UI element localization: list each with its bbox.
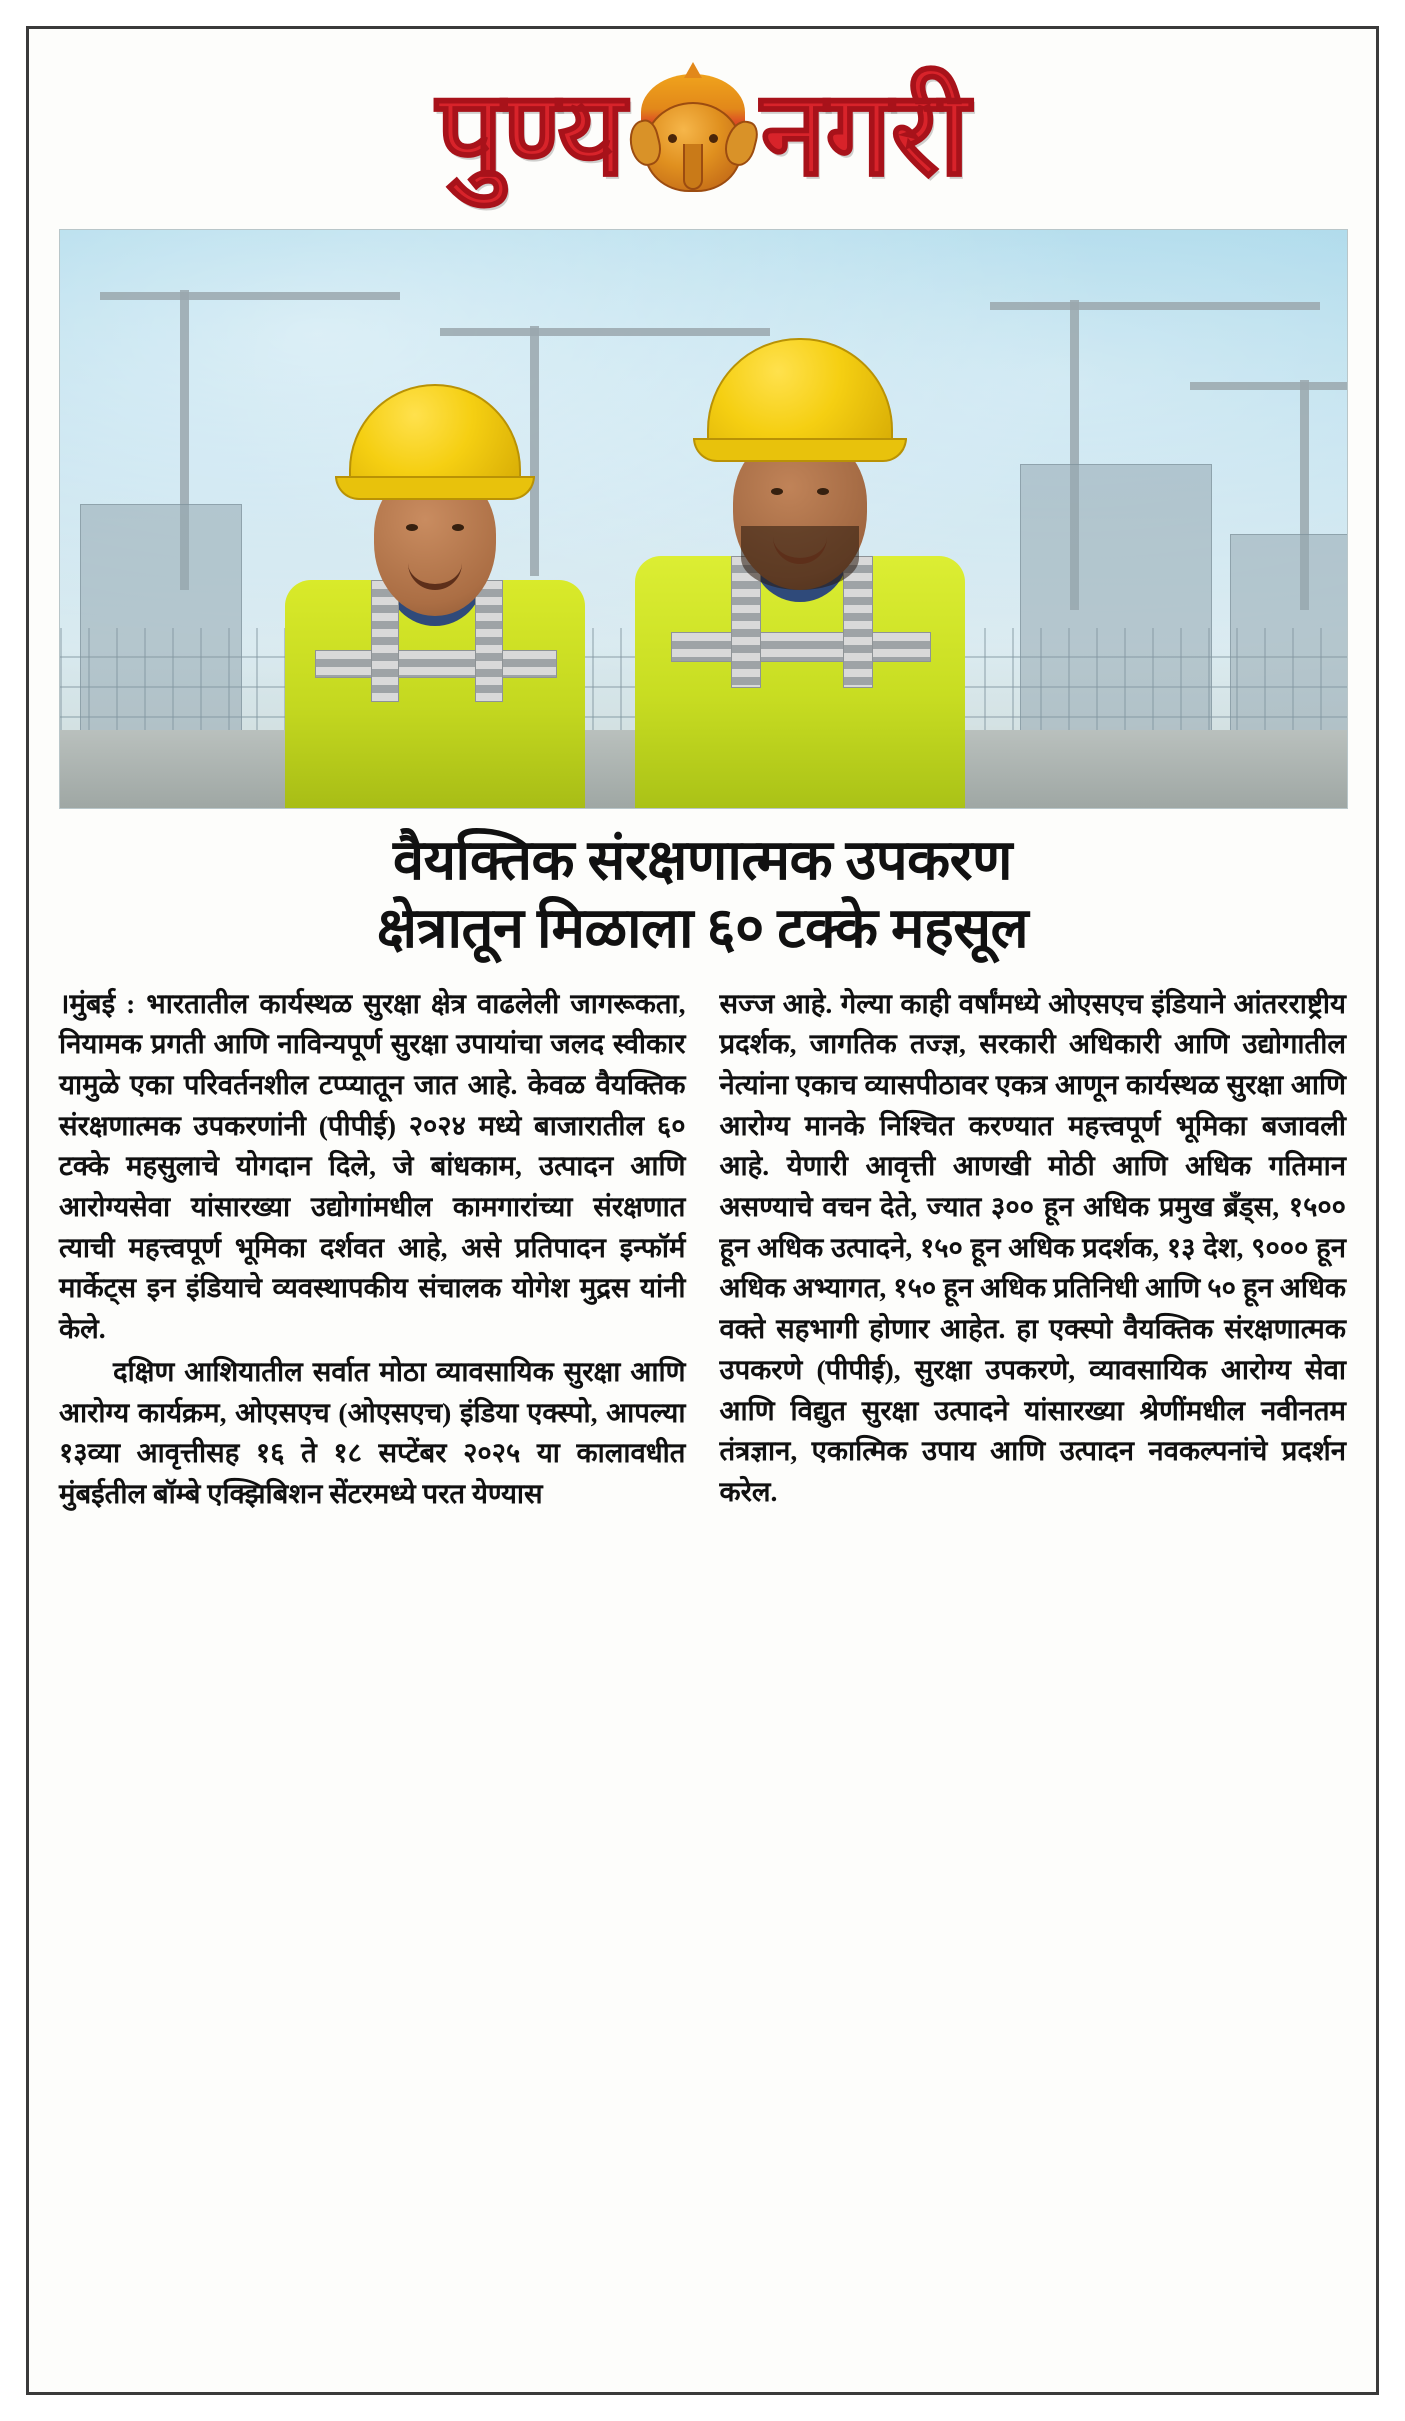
crane-jib	[440, 328, 770, 336]
emblem-trunk	[683, 144, 703, 190]
female-worker	[270, 378, 600, 808]
male-worker	[620, 338, 980, 808]
crane-jib	[990, 302, 1320, 310]
article-photo	[59, 229, 1348, 809]
safety-vest	[635, 556, 965, 808]
reflective-stripe	[315, 650, 557, 678]
article-column-left	[59, 984, 686, 1517]
article-paragraph	[59, 984, 686, 1350]
article-paragraph: दक्षिण आशियातील सर्वात मोठा व्यावसायिक सुरक्षा आणि आरोग्य कार्यक्रम, ओएसएच (ओएसएच) इंडिया एक्स्पो, आपल्या १३व्या आवृत्तीसह १६ ते १८ सप्टेंबर २०२५ या कालावधीत मुंबईतील बॉम्बे एक्झिबिशन सेंटरमध्ये परत येण्यास	[59, 1355, 686, 1509]
crane-jib	[1190, 382, 1348, 390]
headline-line-1: वैयक्तिक संरक्षणात्मक उपकरण	[392, 830, 1013, 892]
worker-eyes	[374, 524, 496, 531]
masthead-word-right: नगरी	[760, 69, 969, 200]
safety-helmet-icon	[349, 384, 521, 492]
safety-helmet-icon	[707, 338, 893, 454]
dateline-mark: ।	[59, 987, 70, 1019]
article-column-right	[720, 984, 1347, 1517]
worker-eyes	[733, 488, 867, 495]
paragraph-text: भारतातील कार्यस्थळ सुरक्षा क्षेत्र वाढलेली जागरूकता, नियामक प्रगती आणि नाविन्यपूर्ण सुरक्षा उपायांचा जलद स्वीकार यामुळे एका परिवर्तनशील टप्प्यातून जात आहे. केवळ वैयक्तिक संरक्षणात्मक उपकरणांनी (पीपीई) २०२४ मध्ये बाजारातील ६० टक्के महसुलाचे योगदान दिले, जे बांधकाम, उत्पादन आणि आरोग्यसेवा यांसारख्या उद्योगांमधील कामगारांच्या संरक्षणात त्याची महत्त्वपूर्ण भूमिका दर्शवत आहे, असे प्रतिपादन इन्फॉर्म मार्केट्स इन इंडियाचे व्यवस्थापकीय संचालक योगेश मुद्रस यांनी केले.	[59, 987, 686, 1345]
dateline: मुंबई :	[69, 987, 136, 1019]
emblem-eyes	[646, 134, 740, 143]
crane-jib	[100, 292, 400, 300]
article-paragraph: सज्ज आहे. गेल्या काही वर्षांमध्ये ओएसएच इंडियाने आंतरराष्ट्रीय प्रदर्शक, जागतिक तज्ज्ञ, सरकारी अधिकारी आणि उद्योगातील नेत्यांना एकाच व्यासपीठावर एकत्र आणून कार्यस्थळ सुरक्षा आणि आरोग्य मानके निश्चित करण्यात महत्त्वपूर्ण भूमिका बजावली आहे. येणारी आवृत्ती आणखी मोठी आणि अधिक गतिमान असण्याचे वचन देते, ज्यात ३०० हून अधिक प्रमुख ब्रँड्स, १५०० हून अधिक उत्पादने, १५० हून अधिक प्रदर्शक, १३ देश, ९००० हून अधिक अभ्यागत, १५० हून अधिक प्रतिनिधी आणि ५० हून अधिक वक्ते सहभागी होणार आहेत. हा एक्स्पो वैयक्तिक संरक्षणात्मक उपकरणे (पीपीई), सुरक्षा उपकरणे, व्यावसायिक आरोग्य सेवा आणि विद्युत सुरक्षा उत्पादने यांसारख्या श्रेणींमधील नवीनतम तंत्रज्ञान, एकात्मिक उपाय आणि उत्पादन नवकल्पनांचे प्रदर्शन करेल.	[719, 987, 1346, 1507]
emblem-head	[644, 102, 742, 192]
helmet-brim	[335, 476, 535, 500]
reflective-stripe	[475, 580, 503, 702]
masthead	[59, 51, 1346, 219]
headline	[59, 827, 1346, 964]
reflective-stripe	[671, 632, 931, 662]
headline-line-2: क्षेत्रातून मिळाला ६० टक्के महसूल	[376, 898, 1029, 961]
worker-smile	[408, 562, 462, 590]
page-frame	[26, 26, 1379, 2395]
masthead-word-left: पुण्य	[436, 69, 625, 200]
article-body	[59, 984, 1346, 1517]
ganesha-emblem-icon	[635, 72, 751, 198]
helmet-brim	[693, 438, 907, 462]
